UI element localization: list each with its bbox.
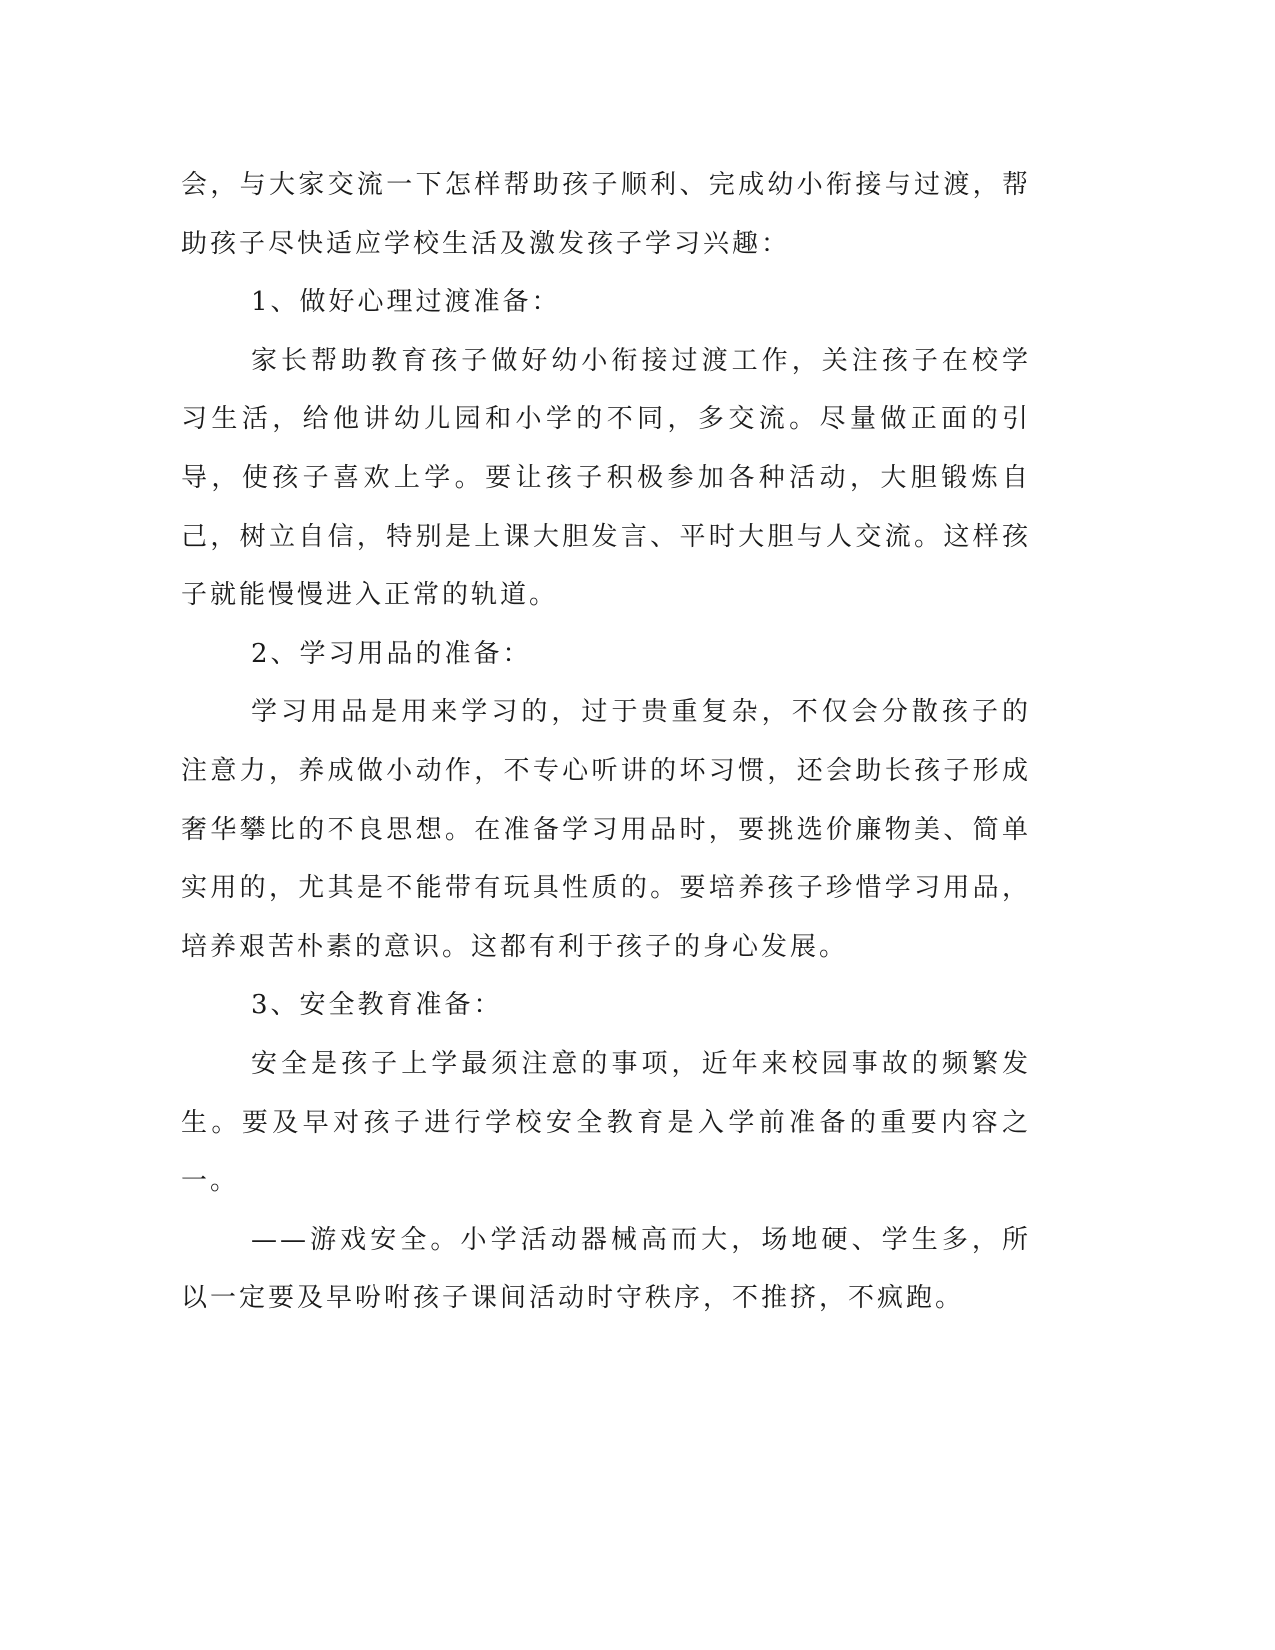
heading-school-supplies: 2、学习用品的准备：: [251, 638, 532, 669]
heading-safety-education: 3、安全教育准备：: [251, 990, 503, 1021]
heading-psychological-preparation: 1、做好心理过渡准备：: [251, 287, 561, 318]
paragraph-intro-continued: 会，与大家交流一下怎样帮助孩子顺利、完成幼小衔接与过渡，帮助孩子尽快适应学校生活及激发孩子学习兴趣：: [181, 170, 1031, 259]
paragraph-game-safety: ——游戏安全。小学活动器械高而大，场地硬、学生多，所以一定要及早吩咐孩子课间活动时守秩序，不推挤，不疯跑。: [181, 1224, 1031, 1314]
paragraph-safety-education: 安全是孩子上学最须注意的事项，近年来校园事故的频繁发生。要及早对孩子进行学校安全教育是入学前准备的重要内容之一。: [181, 1048, 1031, 1197]
document-body: [181, 156, 1031, 1328]
paragraph-school-supplies: 学习用品是用来学习的，过于贵重复杂，不仅会分散孩子的注意力，养成做小动作，不专心听讲的坏习惯，还会助长孩子形成奢华攀比的不良思想。在准备学习用品时，要挑选价廉物美、简单实用的，尤其是不能带有玩具性质的。要培养孩子珍惜学习用品，培养艰苦朴素的意识。这都有利于孩子的身心发展。: [181, 697, 1031, 962]
paragraph-psychological-preparation: 家长帮助教育孩子做好幼小衔接过渡工作，关注孩子在校学习生活，给他讲幼儿园和小学的不同，多交流。尽量做正面的引导，使孩子喜欢上学。要让孩子积极参加各种活动，大胆锻炼自己，树立自信，特别是上课大胆发言、平时大胆与人交流。这样孩子就能慢慢进入正常的轨道。: [181, 345, 1031, 611]
